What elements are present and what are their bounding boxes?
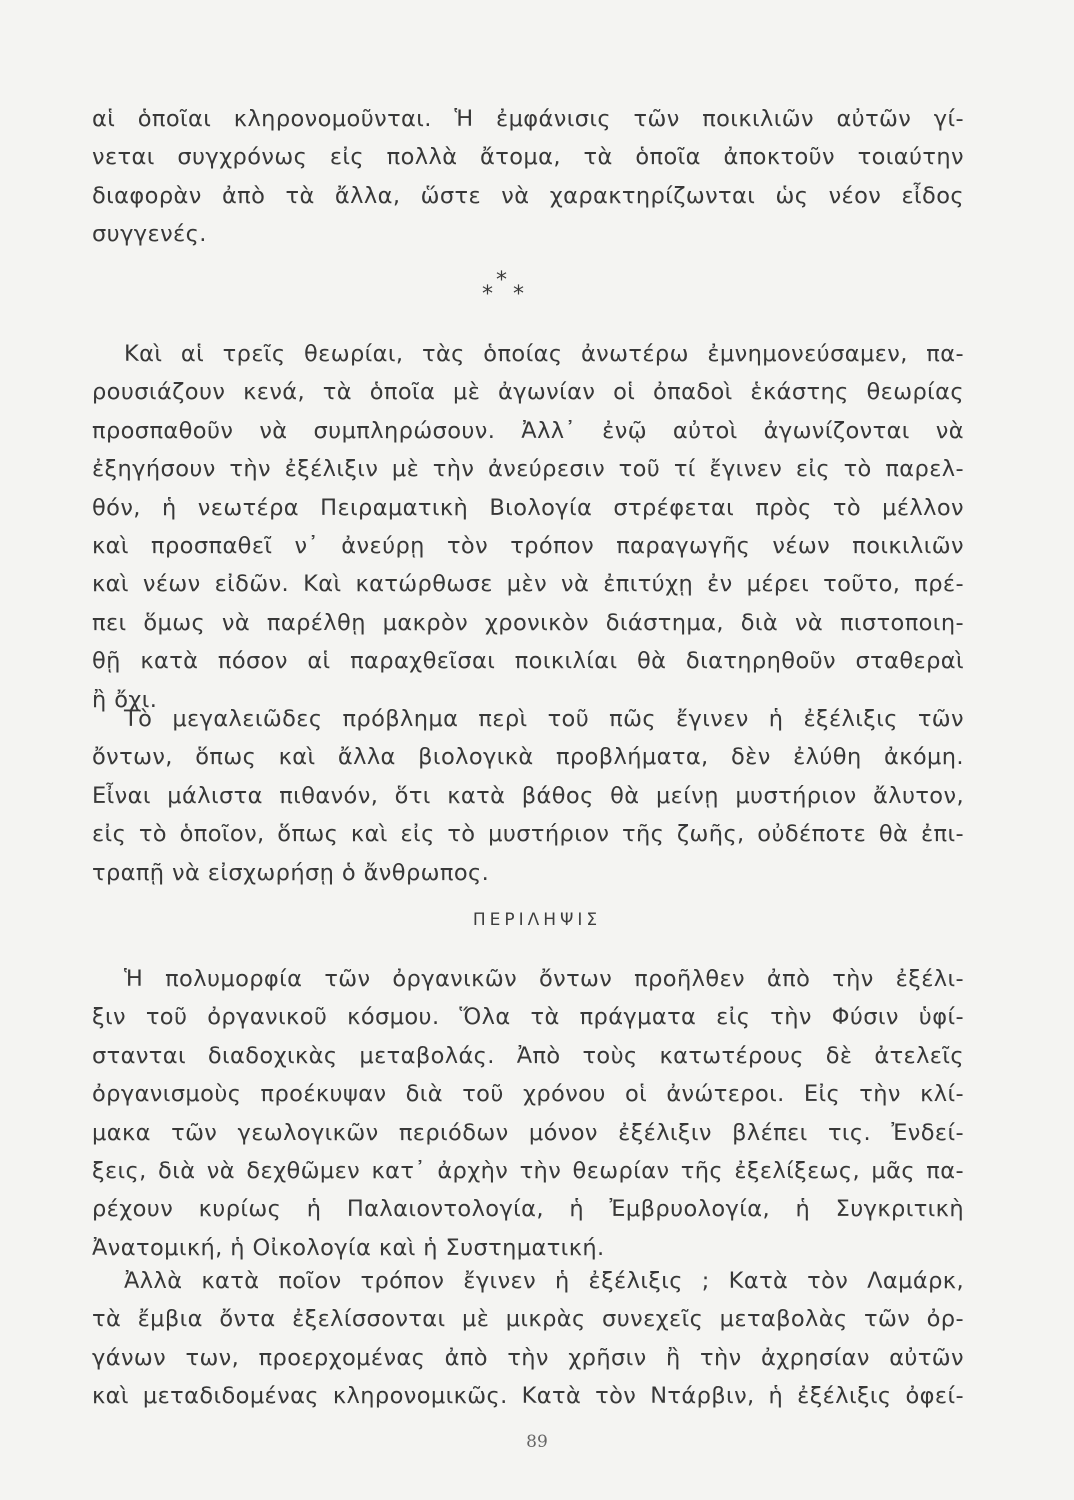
- theories-paragraph: [92, 335, 964, 719]
- text-line: νεται συγχρόνως εἰς πολλὰ ἄτομα, τὰ ὁποῖα ἀποκτοῦν τοιαύτην: [92, 144, 964, 171]
- text-line: ρέχουν κυρίως ἡ Παλαιοντολογία, ἡ Ἐμβρυολογία, ἡ Συγκριτικὴ: [92, 1196, 964, 1223]
- text-line: Τὸ μεγαλειῶδες πρόβλημα περὶ τοῦ πῶς ἔγινεν ἡ ἐξέλιξις τῶν: [124, 706, 964, 732]
- text-line: συγγενές.: [92, 221, 207, 248]
- text-line: Ἡ πολυμορφία τῶν ὀργανικῶν ὄντων προῆλθεν ἀπὸ τὴν ἐξέλι-: [124, 966, 964, 992]
- text-line: ξιν τοῦ ὀργανικοῦ κόσμου. Ὅλα τὰ πράγματα εἰς τὴν Φύσιν ὑφί-: [92, 1004, 964, 1031]
- text-line: Ἀνατομική, ἡ Οἰκολογία καὶ ἡ Συστηματική.: [92, 1234, 605, 1261]
- summary-paragraph: [92, 960, 964, 1267]
- asterism-star: *: [496, 268, 507, 293]
- text-line: Εἶναι μάλιστα πιθανόν, ὅτι κατὰ βάθος θὰ μείνῃ μυστήριον ἄλυτον,: [92, 782, 964, 809]
- text-line: Καὶ αἱ τρεῖς θεωρίαι, τὰς ὁποίας ἀνωτέρω ἐμνημονεύσαμεν, πα-: [124, 341, 964, 367]
- text-line: προσπαθοῦν νὰ συμπληρώσουν. Ἀλλ᾽ ἐνῷ αὐτοὶ ἀγωνίζονται νὰ: [92, 417, 964, 444]
- asterism-star: *: [482, 282, 493, 307]
- page-number: 89: [526, 1432, 548, 1452]
- text-line: καὶ νέων εἰδῶν. Καὶ κατώρθωσε μὲν νὰ ἐπιτύχῃ ἐν μέρει τοῦτο, πρέ-: [92, 571, 964, 598]
- text-line: γάνων των, προερχομένας ἀπὸ τὴν χρῆσιν ἢ τὴν ἀχρησίαν αὐτῶν: [92, 1344, 964, 1371]
- text-line: τραπῇ νὰ εἰσχωρήσῃ ὁ ἄνθρωπος.: [92, 859, 490, 886]
- opening-paragraph: [92, 100, 964, 254]
- text-line: πει ὅμως νὰ παρέλθῃ μακρὸν χρονικὸν διάστημα, διὰ νὰ πιστοποιη-: [92, 609, 964, 636]
- text-line: ὀργανισμοὺς προέκυψαν διὰ τοῦ χρόνου οἱ ἀνώτεροι. Εἰς τὴν κλί-: [92, 1081, 964, 1108]
- text-line: εἰς τὸ ὁποῖον, ὅπως καὶ εἰς τὸ μυστήριον τῆς ζωῆς, οὐδέποτε θὰ ἐπι-: [92, 821, 964, 848]
- text-line: θόν, ἡ νεωτέρα Πειραματικὴ Βιολογία στρέφεται πρὸς τὸ μέλλον: [92, 494, 964, 521]
- asterism-separator: [0, 268, 1074, 318]
- text-line: αἱ ὁποῖαι κληρονομοῦνται. Ἡ ἐμφάνισις τῶν ποικιλιῶν αὐτῶν γί-: [92, 106, 964, 132]
- text-line: ἐξηγήσουν τὴν ἐξέλιξιν μὲ τὴν ἀνεύρεσιν τοῦ τί ἔγινεν εἰς τὸ παρελ-: [92, 456, 964, 483]
- text-line: ὄντων, ὅπως καὶ ἄλλα βιολογικὰ προβλήματα, δὲν ἐλύθη ἀκόμη.: [92, 744, 964, 771]
- summary-heading: ΠΕΡΙΛΗΨΙΣ: [472, 910, 602, 930]
- text-line: ξεις, διὰ νὰ δεχθῶμεν κατ᾽ ἀρχὴν τὴν θεωρίαν τῆς ἐξελίξεως, μᾶς πα-: [92, 1157, 964, 1184]
- text-line: στανται διαδοχικὰς μεταβολάς. Ἀπὸ τοὺς κατωτέρους δὲ ἀτελεῖς: [92, 1042, 964, 1069]
- text-line: μακα τῶν γεωλογικῶν περιόδων μόνον ἐξέλιξιν βλέπει τις. Ἐνδεί-: [92, 1119, 964, 1146]
- lamarck-paragraph: [92, 1262, 964, 1416]
- text-line: διαφορὰν ἀπὸ τὰ ἄλλα, ὥστε νὰ χαρακτηρίζωνται ὡς νέον εἶδος: [92, 182, 964, 209]
- text-line: τὰ ἔμβια ὄντα ἐξελίσσονται μὲ μικρὰς συνεχεῖς μεταβολὰς τῶν ὀρ-: [92, 1306, 964, 1333]
- text-line: ἢ ὄχι.: [92, 686, 158, 713]
- problem-paragraph: [92, 700, 964, 892]
- text-line: καὶ μεταδιδομένας κληρονομικῶς. Κατὰ τὸν Ντάρβιν, ἡ ἐξέλιξις ὀφεί-: [92, 1383, 964, 1410]
- text-line: θῇ κατὰ πόσον αἱ παραχθεῖσαι ποικιλίαι θὰ διατηρηθοῦν σταθεραὶ: [92, 648, 964, 675]
- asterism-star: *: [513, 282, 524, 307]
- text-line: ρουσιάζουν κενά, τὰ ὁποῖα μὲ ἀγωνίαν οἱ ὀπαδοὶ ἑκάστης θεωρίας: [92, 379, 964, 406]
- text-line: Ἀλλὰ κατὰ ποῖον τρόπον ἔγινεν ἡ ἐξέλιξις ; Κατὰ τὸν Λαμάρκ,: [124, 1268, 964, 1294]
- text-line: καὶ προσπαθεῖ ν᾽ ἀνεύρῃ τὸν τρόπον παραγωγῆς νέων ποικιλιῶν: [92, 532, 964, 559]
